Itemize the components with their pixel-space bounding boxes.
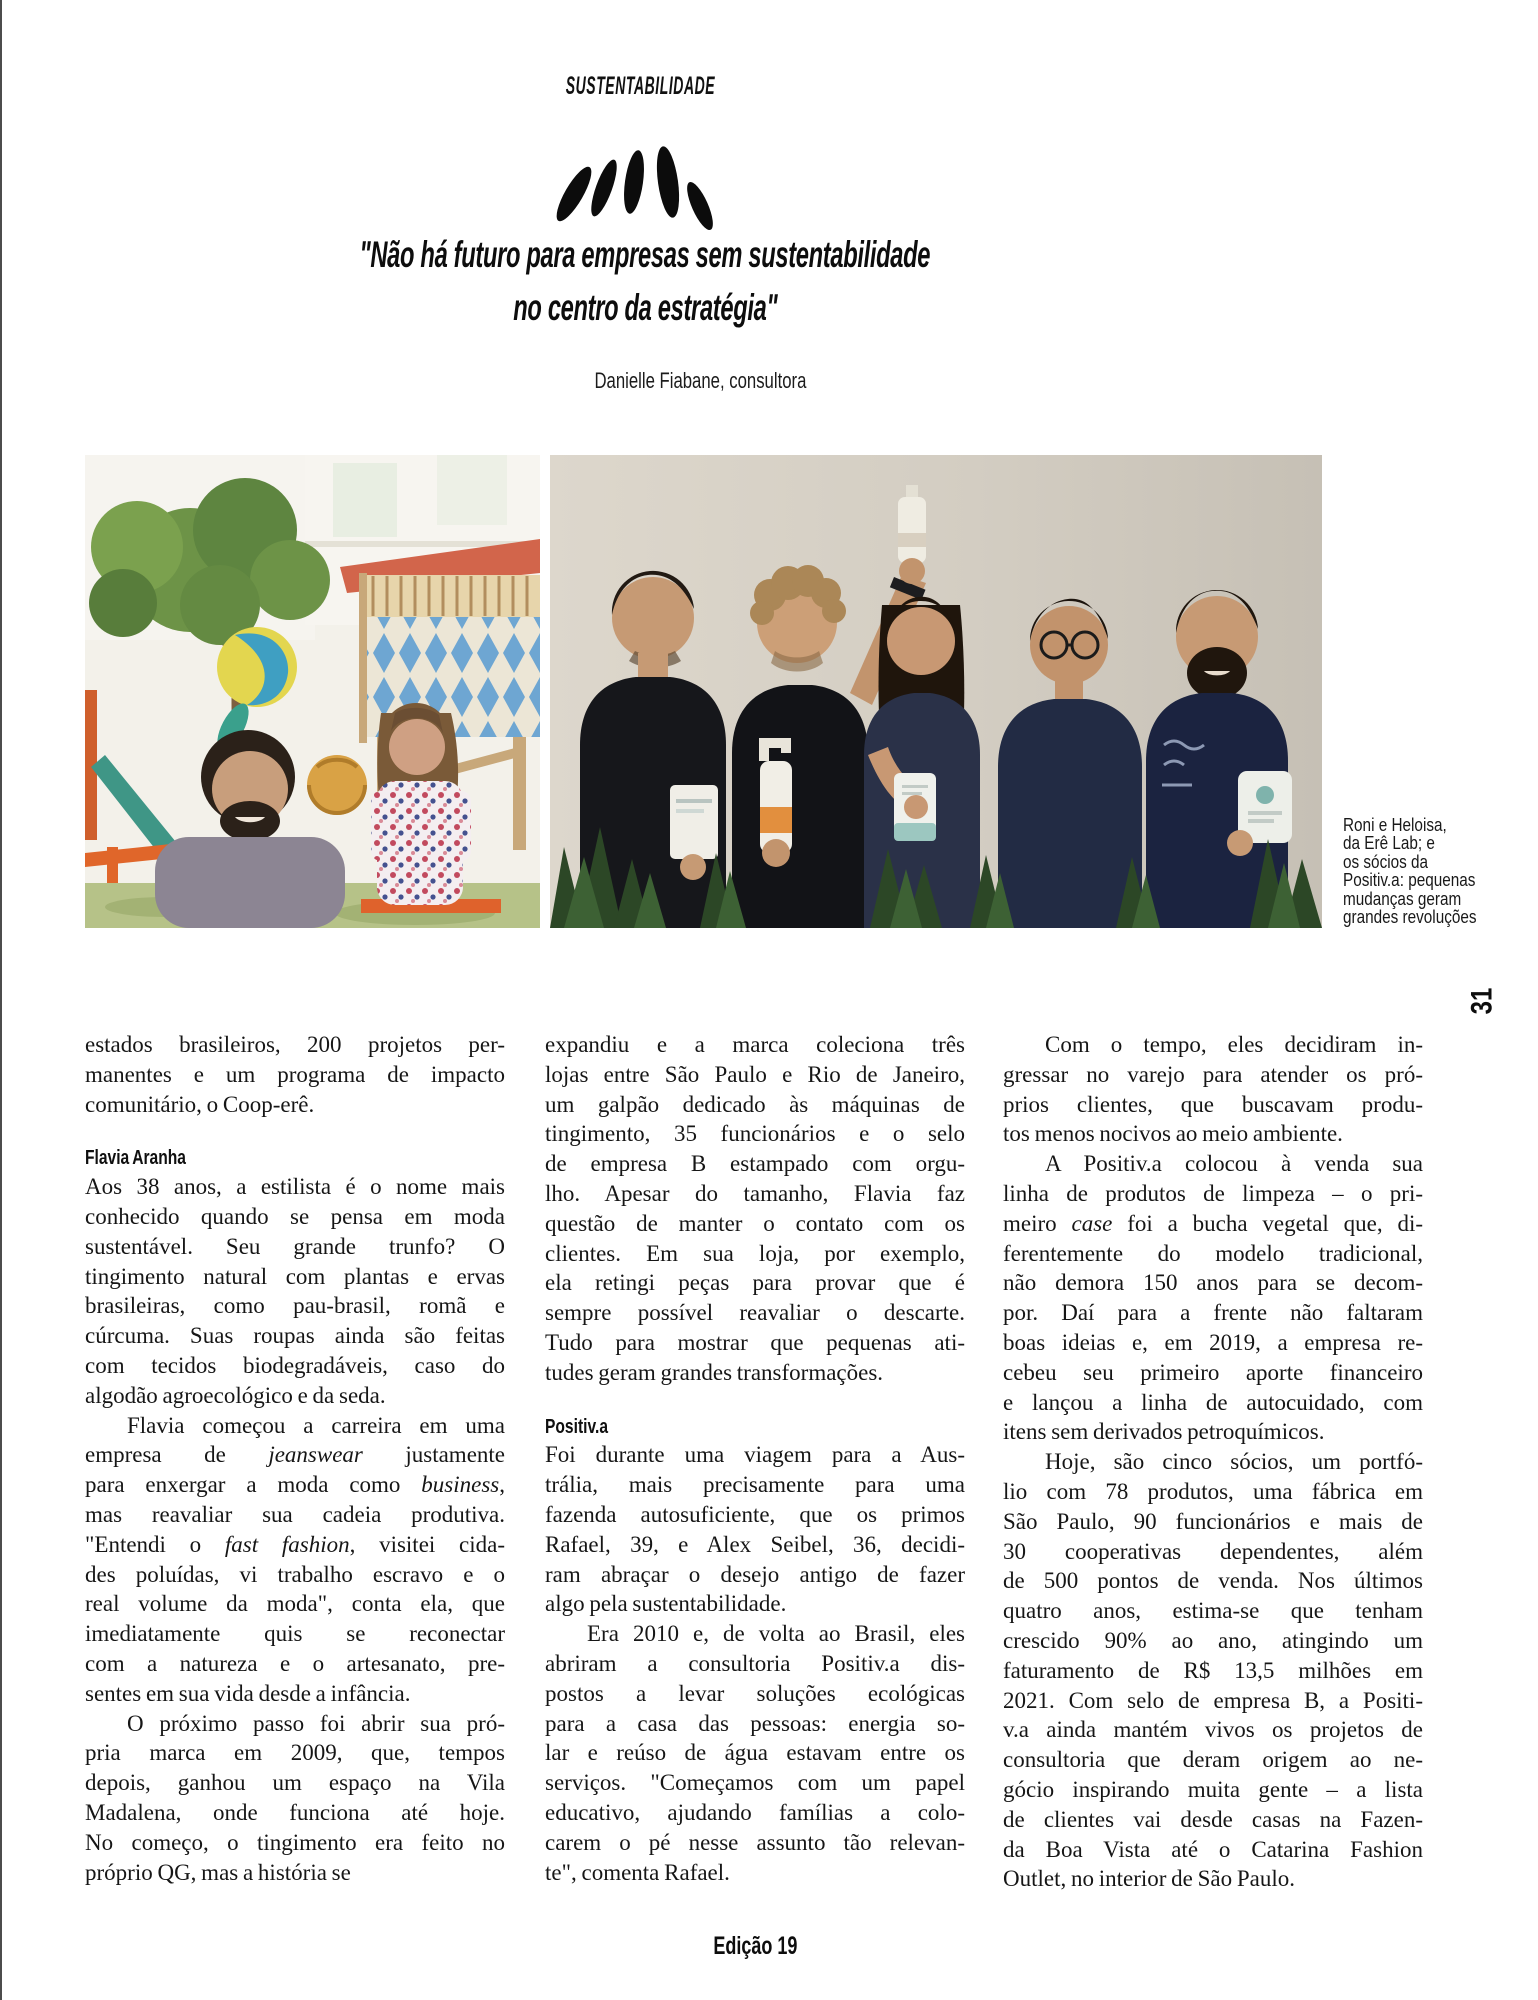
body-line: tingimento natural com plantas e ervas <box>85 1263 505 1289</box>
body-line: 30 cooperativas dependentes, além <box>1003 1538 1423 1564</box>
body-line: tingimento, 35 funcionários e o selo <box>545 1121 965 1147</box>
section-subhead-label: Positiv.a <box>545 1415 609 1438</box>
body-line: boas ideias e, em 2019, a empresa re- <box>1003 1329 1423 1355</box>
body-line: questão de manter o contato com os <box>545 1210 965 1236</box>
caption-line: Roni e Heloisa, <box>1343 815 1447 835</box>
page-edge-line <box>0 0 2 2000</box>
body-line: v.a ainda mantém vivos os projetos de <box>1003 1717 1423 1743</box>
caption-line: Positiv.a: pequenas <box>1343 870 1476 891</box>
body-line: de clientes vai desde casas na Fazen- <box>1003 1806 1423 1832</box>
body-line: sustentável. Seu grande trunfo? O <box>85 1233 505 1259</box>
photo-team-illustration <box>550 455 1322 928</box>
body-line: educativo, ajudando famílias a colo- <box>545 1799 965 1825</box>
body-line: sempre possível reavaliar o descarte. <box>545 1300 965 1326</box>
body-line: tos menos nocivos ao meio ambiente. <box>1003 1121 1343 1147</box>
body-line: com tecidos biodegradáveis, caso do <box>85 1352 505 1378</box>
body-column-3 <box>1003 1030 1423 1894</box>
body-column-2 <box>545 1030 965 1887</box>
body-line: clientes. Em sua loja, por exemplo, <box>545 1240 965 1266</box>
section-subhead <box>85 1142 505 1172</box>
body-line: prios clientes, que buscavam produ- <box>1003 1091 1423 1117</box>
headline-line-1: "Não há futuro para empresas sem sustentabilidade <box>359 234 931 275</box>
caption-line: grandes revoluções <box>1343 907 1477 928</box>
body-line: trália, mais precisamente para uma <box>545 1472 965 1498</box>
caption-line: mudanças geram <box>1343 888 1462 909</box>
footer <box>555 1934 955 1959</box>
body-line: O próximo passo foi abrir sua pró- <box>127 1710 505 1736</box>
body-line: Hoje, são cinco sócios, um portfó- <box>1045 1449 1423 1475</box>
body-line: ferentemente do modelo tradicional, <box>1003 1240 1423 1266</box>
body-line: e lançou a linha de autocuidado, com <box>1003 1389 1423 1415</box>
headline <box>195 236 1095 342</box>
body-line: não demora 150 anos para se decom- <box>1003 1270 1423 1296</box>
body-line: da Boa Vista até o Catarina Fashion <box>1003 1836 1423 1862</box>
kicker <box>340 74 940 99</box>
body-line: próprio QG, mas a história se <box>85 1859 351 1885</box>
body-line: consultoria que deram origem ao ne- <box>1003 1747 1423 1773</box>
brush-strokes-icon <box>552 142 717 237</box>
body-line: comunitário, o Coop-erê. <box>85 1091 315 1117</box>
body-line: lojas entre São Paulo e Rio de Janeiro, <box>545 1061 965 1087</box>
body-line: "Entendi o fast fashion, visitei cida- <box>85 1531 505 1557</box>
body-line: quatro anos, estima-se que tenham <box>1003 1598 1423 1624</box>
brand-marks-icon <box>552 142 717 237</box>
caption-line: os sócios da <box>1343 851 1429 872</box>
body-line: manentes e um programa de impacto <box>85 1061 505 1087</box>
body-column-1 <box>85 1030 505 1887</box>
body-line: com a natureza e o artesanato, pre- <box>85 1650 505 1676</box>
body-line: Madalena, onde funciona até hoje. <box>85 1799 505 1825</box>
page-number-label: 31 <box>1466 987 1499 1015</box>
body-line: abriram a consultoria Positiv.a dis- <box>545 1650 965 1676</box>
body-line: estados brasileiros, 200 projetos per- <box>85 1032 505 1057</box>
body-line: fazenda autosuficiente, que os primos <box>545 1501 965 1527</box>
byline-label: Danielle Fiabane, consultora <box>594 368 806 393</box>
page-number <box>1452 970 1514 1032</box>
body-line: No começo, o tingimento era feito no <box>85 1829 505 1855</box>
body-line: lio com 78 produtos, uma fábrica em <box>1003 1478 1423 1504</box>
caption-line: da Erê Lab; e <box>1343 833 1435 854</box>
paragraph-gap <box>85 1119 505 1142</box>
body-line: um galpão dedicado às máquinas de <box>545 1091 965 1117</box>
photo-team <box>550 455 1322 928</box>
body-line: ram abraçar o desejo antigo de fazer <box>545 1561 965 1587</box>
photo-caption <box>1343 816 1505 926</box>
body-line: faturamento de R$ 13,5 milhões em <box>1003 1657 1423 1683</box>
body-line: empresa de jeanswear justamente <box>85 1442 505 1468</box>
footer-edition-label: Edição 19 <box>712 1932 798 1960</box>
body-line: imediatamente quis se reconectar <box>85 1621 505 1647</box>
body-line: expandiu e a marca coleciona três <box>545 1032 965 1057</box>
body-line: sentes em sua vida desde a infância. <box>85 1680 411 1706</box>
body-line: cebeu seu primeiro aporte financeiro <box>1003 1359 1423 1385</box>
body-line: gócio inspirando muita gente – a lista <box>1003 1776 1423 1802</box>
body-line: Flavia começou a carreira em uma <box>127 1412 505 1438</box>
section-subhead <box>545 1411 965 1441</box>
body-line: carem o pé nesse assunto tão relevan- <box>545 1829 965 1855</box>
body-line: te", comenta Rafael. <box>545 1859 730 1885</box>
body-line: Com o tempo, eles decidiram in- <box>1045 1032 1423 1057</box>
body-line: Outlet, no interior de São Paulo. <box>1003 1866 1296 1892</box>
body-line: 2021. Com selo de empresa B, a Positi- <box>1003 1687 1423 1713</box>
body-line: Tudo para mostrar que pequenas ati- <box>545 1329 965 1355</box>
body-line: gressar no varejo para atender os pró- <box>1003 1061 1423 1087</box>
section-subhead-label: Flavia Aranha <box>85 1147 186 1170</box>
body-line: crescido 90% ao ano, atingindo um <box>1003 1627 1423 1653</box>
body-line: conhecido quando se pensa em moda <box>85 1203 505 1229</box>
body-line: Foi durante uma viagem para a Aus- <box>545 1442 965 1468</box>
body-line: serviços. "Começamos com um papel <box>545 1770 965 1796</box>
body-line: São Paulo, 90 funcionários e mais de <box>1003 1508 1423 1534</box>
photo-playground <box>85 455 540 928</box>
body-line: real volume da moda", conta ela, que <box>85 1591 505 1617</box>
body-line: mas reavaliar sua cadeia produtiva. <box>85 1501 505 1527</box>
body-line: pria marca em 2009, que, tempos <box>85 1740 505 1766</box>
body-line: A Positiv.a colocou à venda sua <box>1045 1151 1423 1177</box>
body-line: de 500 pontos de venda. Nos últimos <box>1003 1568 1423 1594</box>
body-line: por. Daí para a frente não faltaram <box>1003 1300 1423 1326</box>
body-line: para a casa das pessoas: energia so- <box>545 1710 965 1736</box>
body-line: para enxergar a moda como business, <box>85 1472 505 1498</box>
body-line: lho. Apesar do tamanho, Flavia faz <box>545 1180 965 1206</box>
body-line: meiro case foi a bucha vegetal que, di- <box>1003 1210 1423 1236</box>
body-line: ela retingi peças para provar que é <box>545 1270 965 1296</box>
headline-line-2: no centro da estratégia" <box>512 287 778 328</box>
body-line: de empresa B estampado com orgu- <box>545 1151 965 1177</box>
paragraph-gap <box>545 1388 965 1411</box>
ball <box>217 627 297 707</box>
body-line: algo pela sustentabilidade. <box>545 1591 787 1617</box>
body-line: depois, ganhou um espaço na Vila <box>85 1770 505 1796</box>
body-line: Rafael, 39, e Alex Seibel, 36, decidi- <box>545 1531 965 1557</box>
body-line: algodão agroecológico e da seda. <box>85 1382 386 1408</box>
body-line: Aos 38 anos, a estilista é o nome mais <box>85 1174 505 1200</box>
body-line: des poluídas, vi trabalho escravo e o <box>85 1561 505 1587</box>
body-line: itens sem derivados petroquímicos. <box>1003 1419 1325 1445</box>
body-line: linha de produtos de limpeza – o pri- <box>1003 1180 1423 1206</box>
kicker-label: SUSTENTABILIDADE <box>565 72 715 100</box>
body-line: Era 2010 e, de volta ao Brasil, eles <box>587 1621 965 1647</box>
photo-playground-illustration <box>85 455 540 928</box>
body-line: lar e reúso de água estavam entre os <box>545 1740 965 1766</box>
body-line: brasileiras, como pau-brasil, romã e <box>85 1293 505 1319</box>
body-line: tudes geram grandes transformações. <box>545 1359 884 1385</box>
body-line: cúrcuma. Suas roupas ainda são feitas <box>85 1323 505 1349</box>
byline <box>400 368 1000 394</box>
body-line: postos a levar soluções ecológicas <box>545 1680 965 1706</box>
